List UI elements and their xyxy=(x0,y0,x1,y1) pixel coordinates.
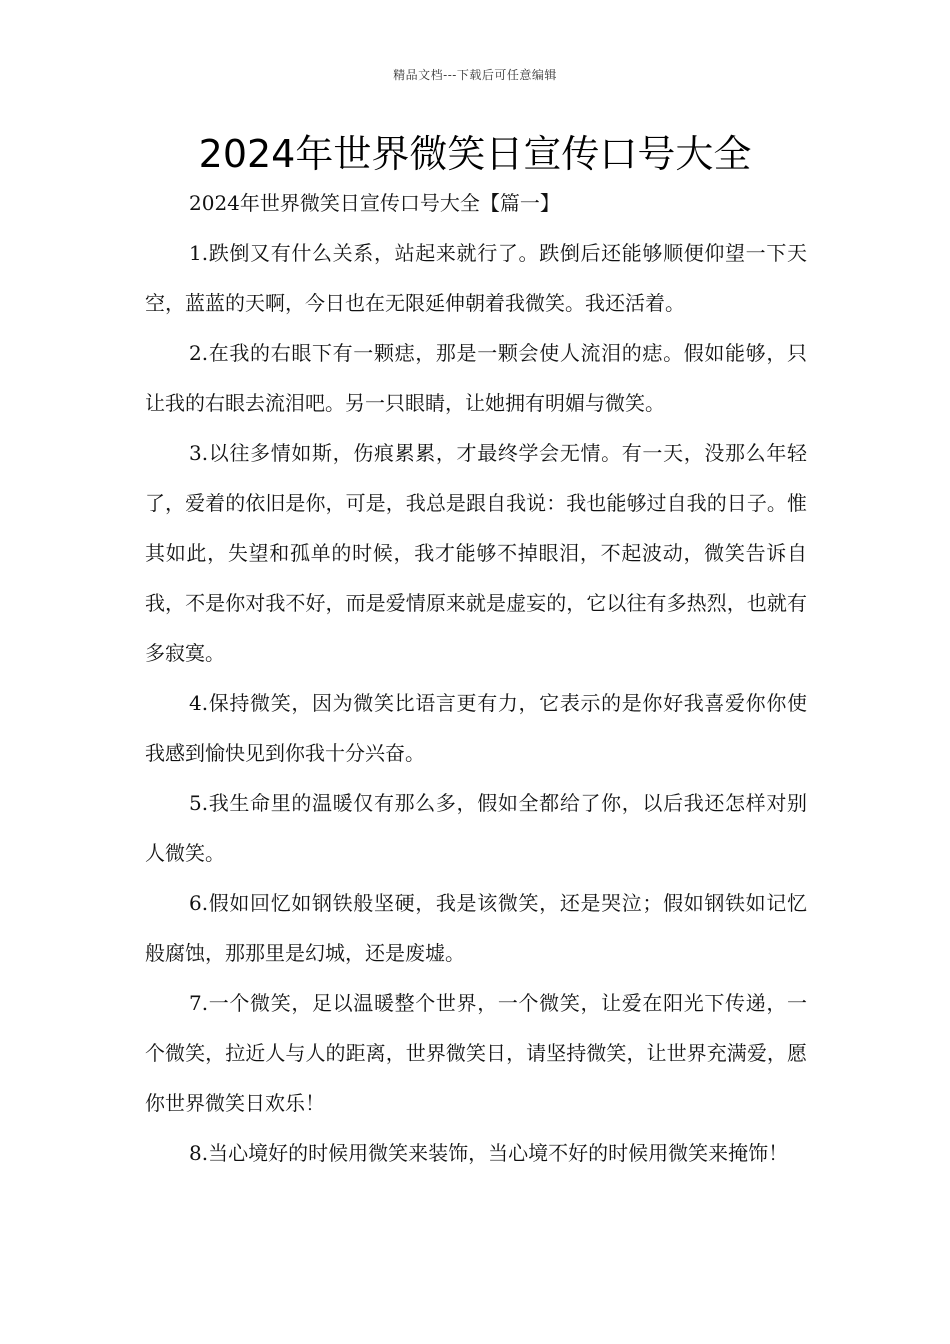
section-subtitle: 2024年世界微笑日宣传口号大全【篇一】 xyxy=(189,191,560,215)
paragraph-3: 3.以往多情如斯，伤痕累累，才最终学会无情。有一天，没那么年轻了，爱着的依旧是你，可是，我总是跟自我说：我也能够过自我的日子。惟其如此，失望和孤单的时候，我才能够不掉眼泪，不起波动，微笑告诉自我，不是你对我不好，而是爱情原来就是虚妄的，它以往有多热烈，也就有多寂寞。 xyxy=(145,441,807,665)
paragraph-8: 8.当心境好的时候用微笑来装饰，当心境不好的时候用微笑来掩饰！ xyxy=(189,1141,789,1165)
paragraph-2: 2.在我的右眼下有一颗痣，那是一颗会使人流泪的痣。假如能够，只让我的右眼去流泪吧。另一只眼睛，让她拥有明媚与微笑。 xyxy=(145,341,807,415)
paragraph-4: 4.保持微笑，因为微笑比语言更有力，它表示的是你好我喜爱你你使我感到愉快见到你我十分兴奋。 xyxy=(145,691,807,765)
paragraph-6: 6.假如回忆如钢铁般坚硬，我是该微笑，还是哭泣；假如钢铁如记忆般腐蚀，那那里是幻城，还是废墟。 xyxy=(145,891,807,965)
document-title: 2024年世界微笑日宣传口号大全 xyxy=(198,132,752,176)
paragraph-1: 1.跌倒又有什么关系，站起来就行了。跌倒后还能够顺便仰望一下天空，蓝蓝的天啊，今日也在无限延伸朝着我微笑。我还活着。 xyxy=(145,241,807,315)
paragraph-7: 7.一个微笑，足以温暖整个世界，一个微笑，让爱在阳光下传递，一个微笑，拉近人与人的距离，世界微笑日，请坚持微笑，让世界充满爱，愿你世界微笑日欢乐！ xyxy=(145,991,807,1115)
document-body xyxy=(145,178,807,1178)
header-note: 精品文档---下载后可任意编辑 xyxy=(393,68,557,82)
paragraph-5: 5.我生命里的温暖仅有那么多，假如全都给了你，以后我还怎样对别人微笑。 xyxy=(145,791,807,865)
